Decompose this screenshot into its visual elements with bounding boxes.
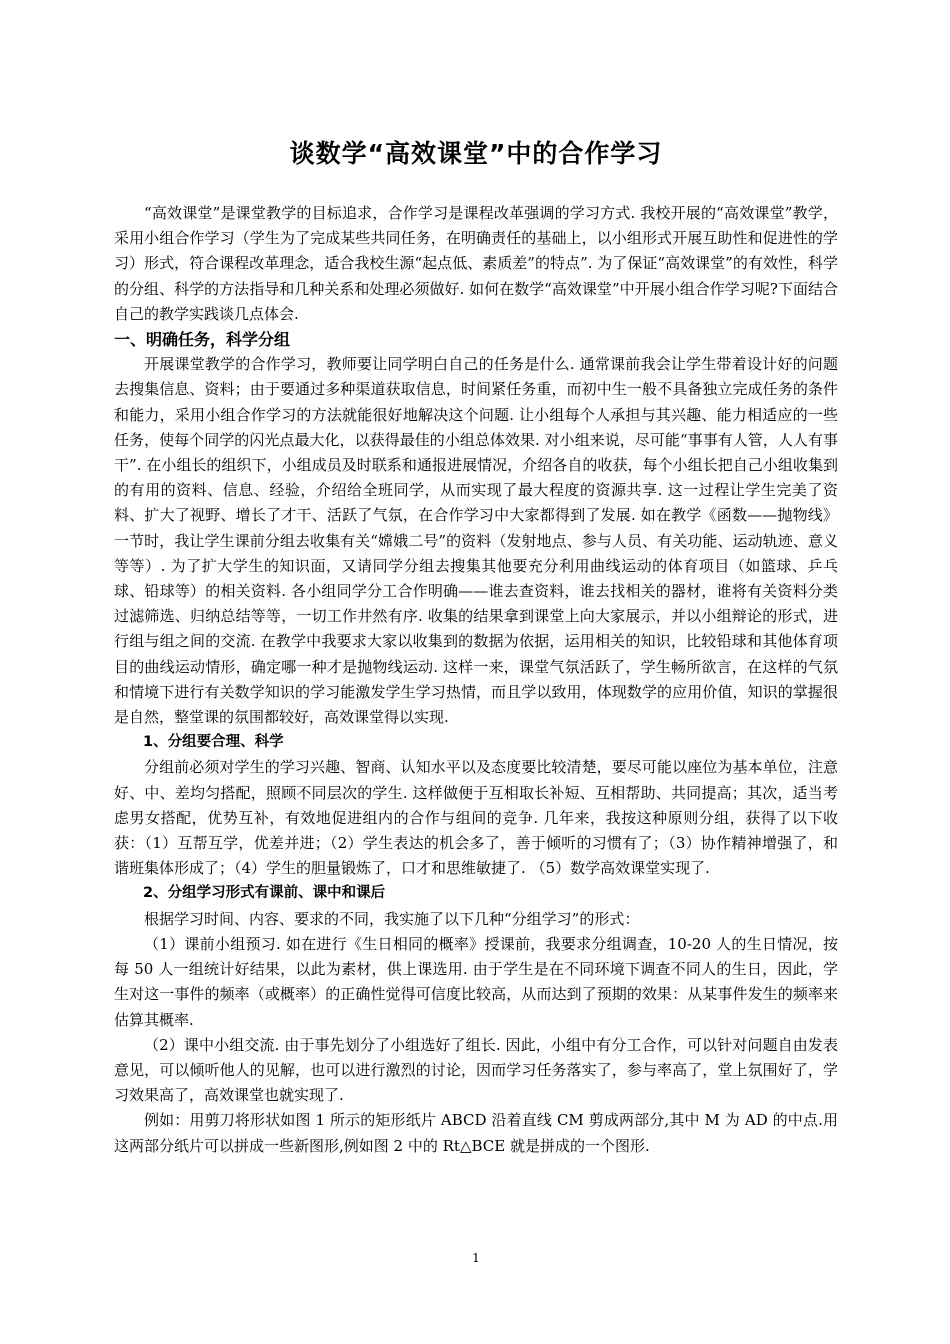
intro-paragraph: “高效课堂”是课堂教学的目标追求，合作学习是课程改革强调的学习方式. 我校开展的“高效课堂”教学，采用小组合作学习（学生为了完成某些共同任务，在明确责任的基础上，以小组形式开展互助性和促进性的学习）形式，符合课程改革理念，适合我校生源“起点低、素质差”的特点”. 为了保证“高效课堂”的有效性，科学的分组、科学的方法指导和几种关系和处理必须做好. 如何在数学“高效课堂”中开展小组合作学习呢?下面结合自己的教学实践谈几点体会. <box>114 204 838 323</box>
subsection-heading-2: 2、分组学习形式有课前、课中和课后 <box>143 885 386 902</box>
subsection-heading-1: 1、分组要合理、科学 <box>143 734 284 751</box>
document-body <box>114 201 838 1159</box>
subsection-2-paragraph-1: 根据学习时间、内容、要求的不同，我实施了以下几种“分组学习”的形式： <box>144 909 640 928</box>
document-title: 谈数学“高效课堂”中的合作学习 <box>289 139 663 168</box>
subsection-2-paragraph-2: （1）课前小组预习. 如在进行《生日相同的概率》授课前，我要求分组调查，10-20 人的生日情况，按每 50 人一组统计好结果，以此为素材，供上课选用. 由于学生是在不同环境下调查不同人的生日，因此，学生对这一事件的频率（或概率）的正确性觉得可信度比较高，从而达到了预期的效果：从某事件发生的频率来估算其概率. <box>114 934 838 1029</box>
section-heading-1: 一、明确任务，科学分组 <box>114 330 291 350</box>
subsection-2-paragraph-3: （2）课中小组交流. 由于事先划分了小组选好了组长. 因此，小组中有分工合作，可以针对问题自由发表意见，可以倾听他人的见解，也可以进行激烈的讨论，因而学习任务落实了，参与率高了，堂上氛围好了，学习效果高了，高效课堂也就实现了. <box>114 1035 838 1105</box>
section-1-paragraph: 开展课堂教学的合作学习，教师要让同学明白自己的任务是什么. 通常课前我会让学生带着设计好的问题去搜集信息、资料；由于要通过多种渠道获取信息，时间紧任务重，而初中生一般不具备独立完成任务的条件和能力，采用小组合作学习的方法就能很好地解决这个问题. 让小组每个人承担与其兴趣、能力相适应的一些任务，使每个同学的闪光点最大化，以获得最佳的小组总体效果. 对小组来说，尽可能“事事有人管，人人有事干”. 在小组长的组织下，小组成员及时联系和通报进展情况，介绍各自的收获，每个小组长把自己小组收集到的有用的资料、信息、经验，介绍给全班同学，从而实现了最大程度的资源共享. 这一过程让学生完美了资料、扩大了视野、增长了才干、活跃了气氛，在合作学习中大家都得到了发展. 如在教学《函数——抛物线》一节时，我让学生课前分组去收集有关“嫦娥二号”的资料（发射地点、参与人员、有关功能、运动轨迹、意义等等）. 为了扩大学生的知识面，又请同学分组去搜集其他要充分利用曲线运动的体育项目（如篮球、乒乓球、铅球等）的相关资料. 各小组同学分工合作明确——谁去查资料，谁去找相关的器材，谁将有关资料分类过滤筛选、归纳总结等等，一切工作井然有序. 收集的结果拿到课堂上向大家展示，并以小组辩论的形式，进行组与组之间的交流. 在教学中我要求大家以收集到的数据为依据，运用相关的知识，比较铅球和其他体育项目的曲线运动情形，确定哪一种才是抛物线运动. 这样一来，课堂气氛活跃了，学生畅所欲言，在这样的气氛和情境下进行有关数学知识的学习能激发学生学习热情，而且学以致用，体现数学的应用价值，知识的掌握很是自然，整堂课的氛围都较好，高效课堂得以实现. <box>114 355 838 727</box>
subsection-2-paragraph-4: 例如：用剪刀将形状如图 1 所示的矩形纸片 ABCD 沿着直线 CM 剪成两部分,其中 M 为 AD 的中点.用这两部分纸片可以拼成一些新图形,例如图 2 中的 Rt△BCE 就是拼成的一个图形. <box>114 1111 838 1155</box>
subsection-1-paragraph: 分组前必须对学生的学习兴趣、智商、认知水平以及态度要比较清楚，要尽可能以座位为基本单位，注意好、中、差均匀搭配，照顾不同层次的学生. 这样做便于互相取长补短、互相帮助、共同提高；其次，适当考虑男女搭配，优势互补，有效地促进组内的合作与组间的竞争. 几年来，我按这种原则分组，获得了以下收获：（1）互帮互学，优差并进；（2）学生表达的机会多了，善于倾听的习惯有了；（3）协作精神增强了，和谐班集体形成了；（4）学生的胆量锻炼了，口才和思维敏捷了. （5）数学高效课堂实现了. <box>114 758 838 878</box>
page-number: 1 <box>472 1251 480 1265</box>
